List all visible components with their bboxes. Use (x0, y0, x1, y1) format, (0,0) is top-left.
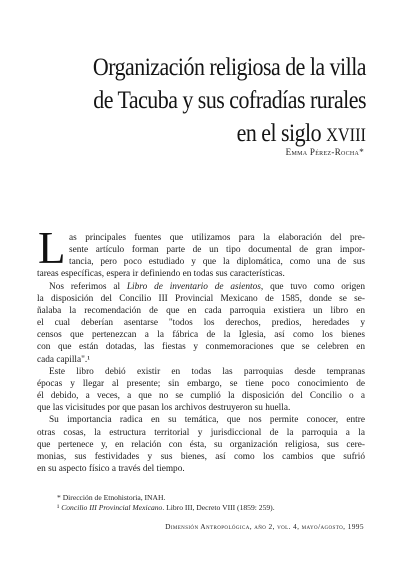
author-name (286, 147, 364, 157)
body-line: en su aspecto físico a través del tiempo. (37, 463, 185, 474)
body-line: cada capilla".¹ (37, 354, 91, 365)
footnotes (57, 493, 367, 513)
footnote-1: * Dirección de Etnohistoria, INAH. (57, 493, 166, 502)
footer-text: Dimensión Antropológica, año 2, vol. 4, mayo/agosto, 1995 (165, 522, 364, 531)
footnote-mark: ¹ (57, 503, 62, 512)
body-line: sente artículo forman parte de un tipo documental de gran impor- (69, 245, 365, 256)
journal-footer (165, 522, 364, 531)
body-line: con que están dotadas, las fiestas y conmemoraciones que se celebren en (37, 342, 365, 353)
footnote-source: Concilio III Provincial Mexicano (61, 503, 163, 512)
article-title (74, 50, 366, 152)
body-text-span: Nos referimos al (49, 281, 127, 292)
body-text-span: , que tuvo como origen (260, 281, 365, 292)
title-line-1: Organización religiosa de la villa (92, 52, 366, 81)
body-line: tancia, pero poco estudiado y que la diplomática, como una de sus (69, 257, 365, 268)
title-century: XVIII (326, 125, 366, 146)
body-line: censos que pertenezcan a la fábrica de la Iglesia, así como los bienes (37, 330, 365, 341)
body-line: que las vicisitudes por que pasan los archivos destruyeron su huella. (37, 403, 291, 414)
body-line: épocas y llegar al presente; sin embargo, se tiene poco conocimiento de (37, 378, 365, 389)
body-line: as principales fuentes que utilizamos para la elaboración del pre- (69, 233, 365, 243)
body-line: ñalaba la recomendación de que en cada parroquia existiera un libro en (37, 305, 365, 316)
drop-cap: L (38, 223, 66, 273)
body-line: él debido, a veces, a que no se cumplió la disposición del Concilio o a (37, 391, 365, 402)
body-line: el cual deberían asentarse "todos los derechos, predios, heredades y (37, 318, 365, 329)
title-line-2: de Tacuba y sus cofradías rurales (93, 85, 366, 114)
title-line-3-text: en el siglo (236, 118, 322, 147)
book-title: Libro de inventario de asientos (126, 281, 261, 292)
footnote-text: . Libro III, Decreto VIII (1859: 259). (162, 503, 275, 512)
body-line: que pertenece y, en relación con ésta, su organización religiosa, sus cere- (37, 439, 365, 450)
body-line (37, 281, 365, 293)
article-body (37, 232, 365, 475)
body-line: otras cosas, la estructura territorial y jurisdiccional de la parroquia a la (37, 427, 365, 438)
body-line: tareas específicas, espera ir definiendo en todas sus características. (37, 269, 285, 280)
body-line: Este libro debió existir en todas las parroquias desde tempranas (49, 366, 365, 377)
author-text: Emma Pérez-Rocha* (285, 147, 364, 157)
body-line: la disposición del Concilio III Provincial Mexicano de 1585, donde se se- (37, 293, 365, 304)
body-line: monias, sus festividades y sus bienes, así como los cambios que sufrió (37, 451, 365, 462)
body-line: Su importancia radica en su temática, que nos permite conocer, entre (49, 415, 365, 426)
footnote-2 (57, 503, 367, 513)
